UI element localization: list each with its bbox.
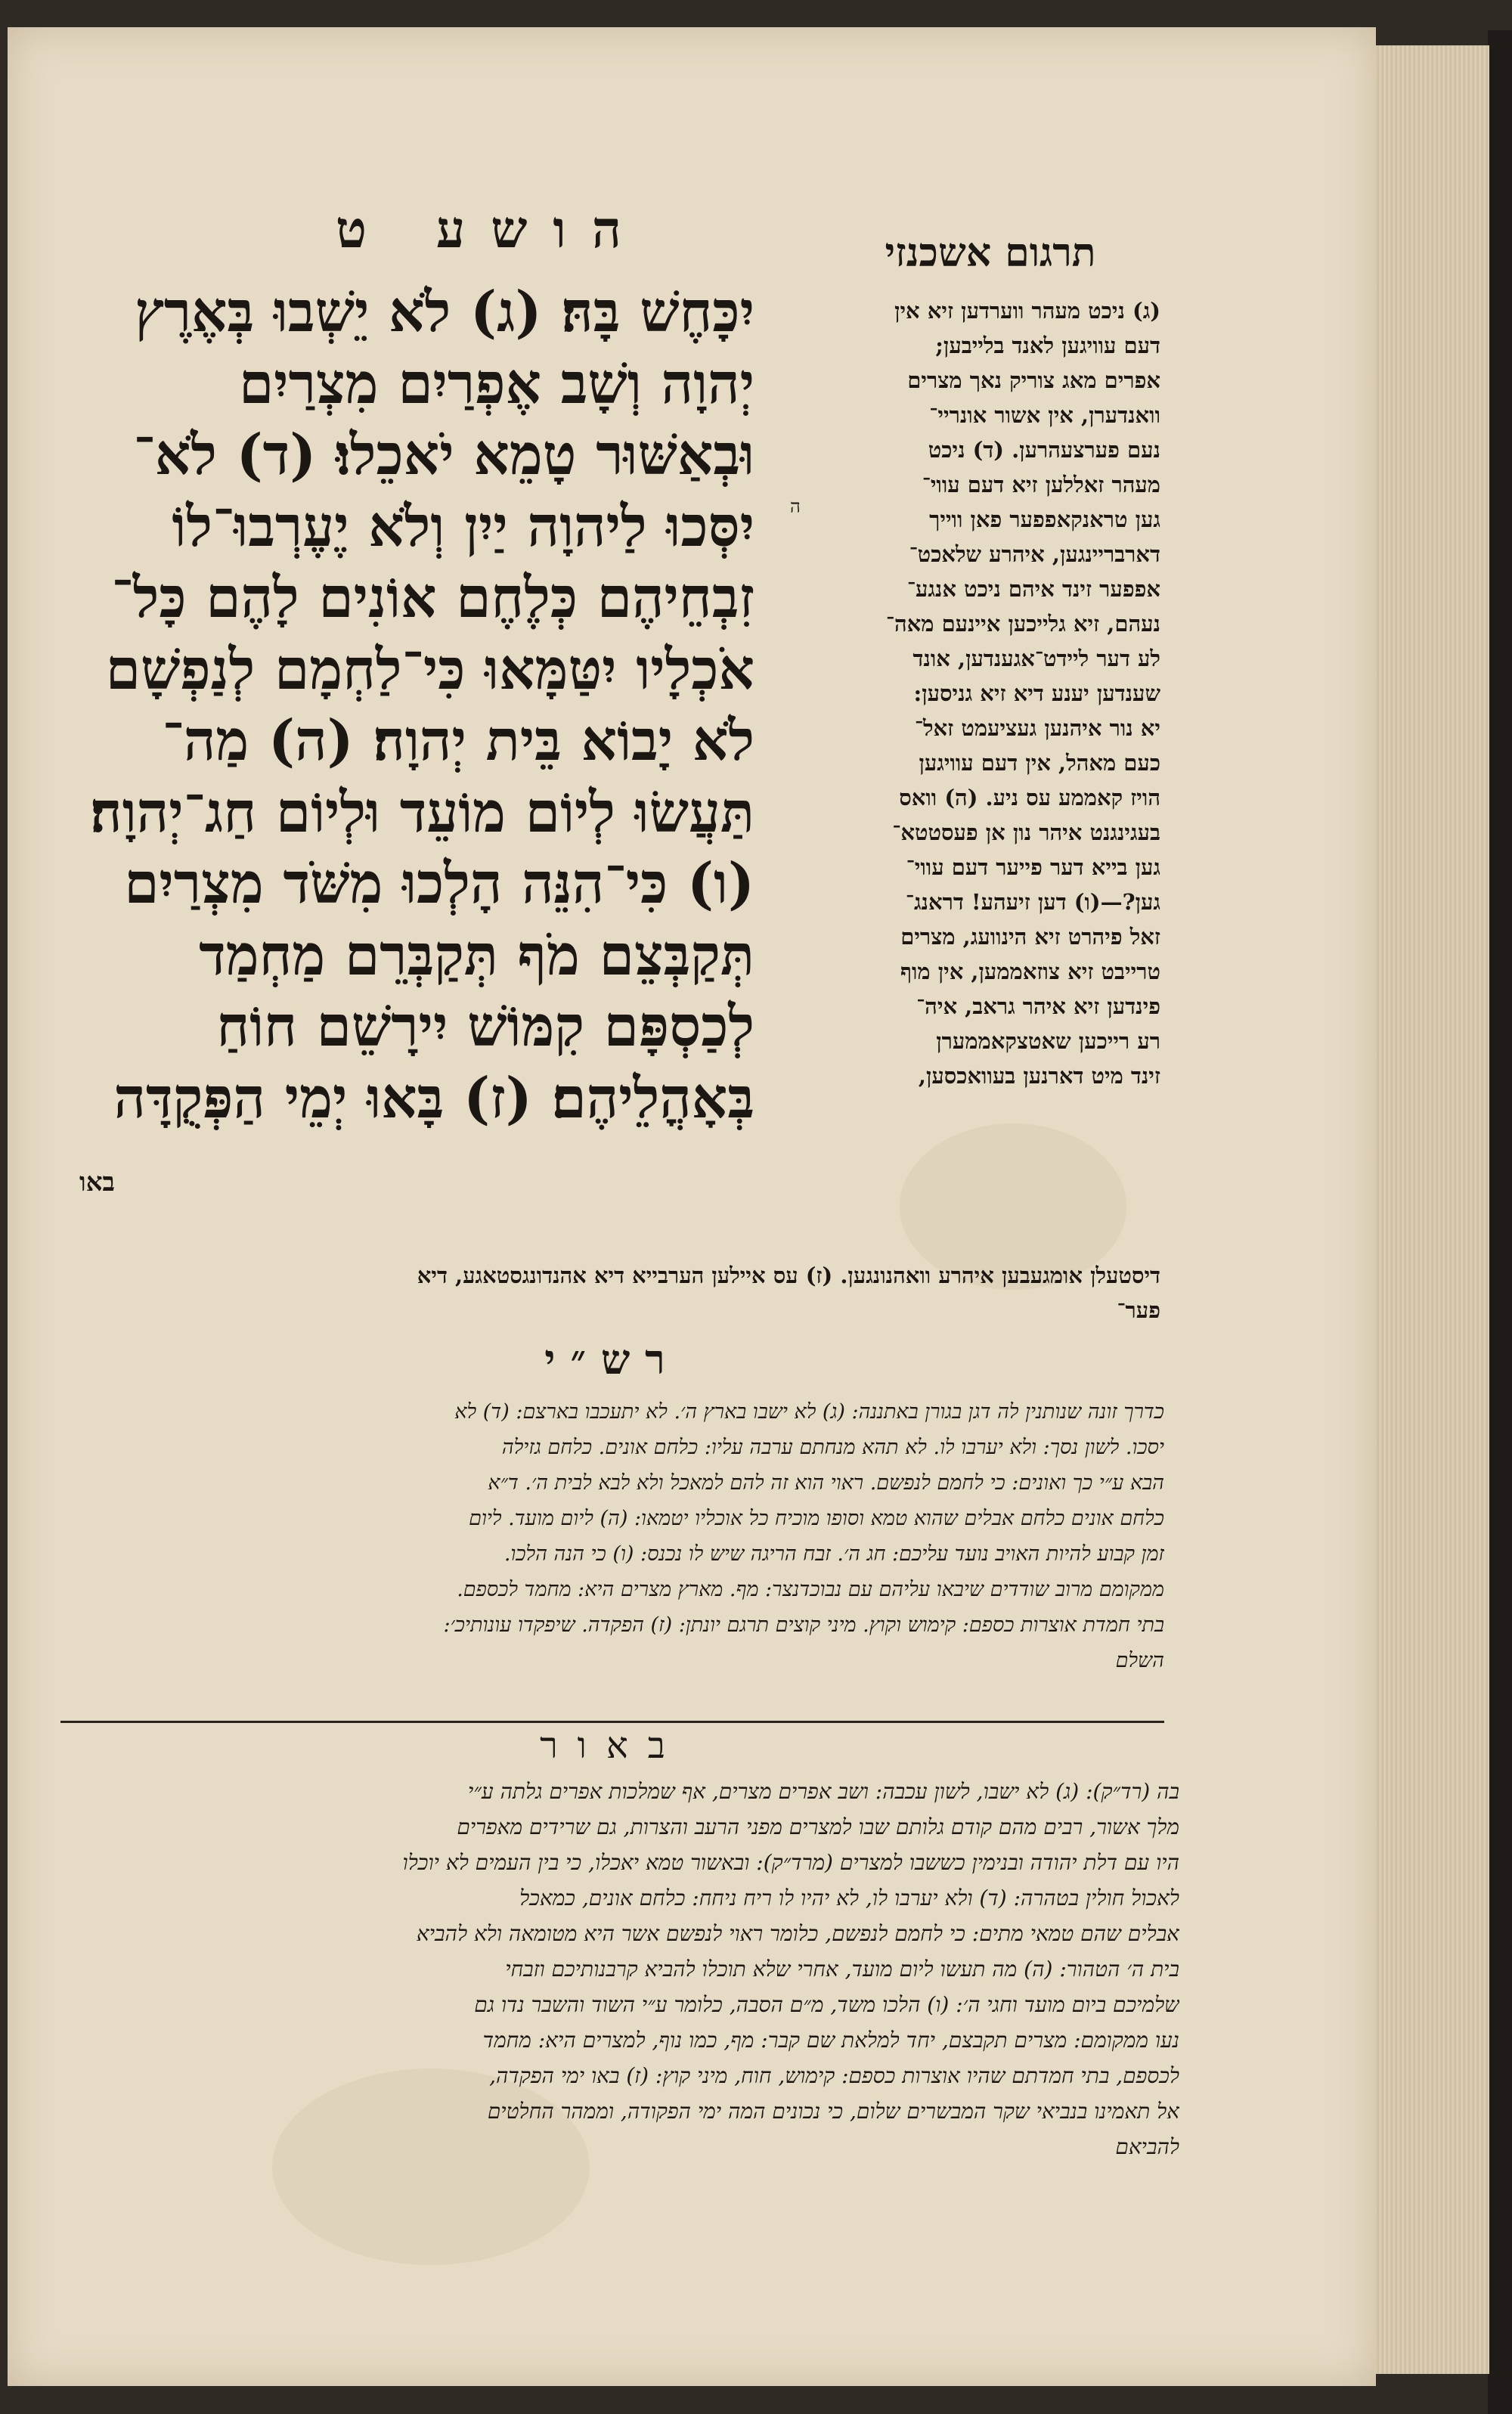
text-line: זאל פיהרט זיא הינוועג, מצרים (900, 924, 1160, 950)
text-line: תַּעֲשׂוּ לְיוֹם מוֹעֵד וּלְיוֹם חַג־יְהוָה׃ (90, 779, 754, 845)
text-line: יְהוָה וְשָׁב אֶפְרַיִם מִצְרַיִם (238, 351, 754, 417)
rashi-heading: רש״י (544, 1335, 680, 1384)
column-title: תרגום אשכנזי (885, 230, 1096, 276)
text-line: גען טראנקאפפער פאן ווייך (929, 507, 1160, 532)
text-line: היו עם דלת יהודה ובנימין כששבו למצרים (מרד״ק): ובאשור טמא יאכלו, כי בין העמים לא יוכלו (402, 1850, 1179, 1875)
text-line: כדרך זונה שנותנין לה דגן בגורן באתננה: (ג) לא ישבו בארץ ה׳. לא יתעכבו בארצם: (ד) לא (454, 1400, 1164, 1424)
text-line: בְּאָהֳלֵיהֶם׃ (ז) בָּאוּ יְמֵי הַפְּקֻדָּה (113, 1065, 754, 1131)
text-line: פער־ (1117, 1297, 1160, 1323)
biur-commentary (91, 1774, 1179, 2165)
text-line: יסכו. לשון נסך: ולא יערבו לו. לא תהא מנחתם ערבה עליו: כלחם אונים. כלחם גזילה (501, 1436, 1164, 1459)
text-line: אֹכְלָיו יִטַּמָּאוּ כִּי־לַחְמָם לְנַפְשָׁם (105, 637, 754, 702)
text-line: שענדען יענע דיא זיא גניסען: (913, 680, 1160, 706)
text-line: אבלים שהם טמאי מתים: כי לחמם לנפשם, כלומר ראוי לנפשם אשר היא מטומאה ולא להביא (416, 1921, 1179, 1946)
text-line: יִכָּחֶשׁ בָּהּ׃ (ג) לֹא יֵשְׁבוּ בְּאֶרֶץ (135, 280, 754, 345)
text-line: טרייבט זיא צוזאממען, אין מוף (900, 959, 1160, 984)
text-line: בתי חמדת אוצרות כספם: קימוש וקוץ. מיני קוצים תרגם יונתן: (ז) הפקדה. שיפקדו עונותיכ׳: (443, 1613, 1164, 1637)
text-line: שלמיכם ביום מועד וחגי ה׳: (ו) הלכו משד, מ״ם הסבה, כלומר ע״י השוד והשבר נדו גם (474, 1992, 1179, 2017)
text-line: להביאם (1115, 2134, 1179, 2159)
margin-note: ה (790, 496, 801, 517)
text-line: זִבְחֵיהֶם כְּלֶחֶם אוֹנִים לָהֶם כָּל־ (111, 566, 754, 631)
text-line: נעם פערצעהרען. (ד) ניכט (928, 437, 1160, 463)
text-line: תְּקַבְּצֵם מֹף תְּקַבְּרֵם מַחְמַד (199, 922, 754, 988)
text-line: דארבריינגען, איהרע שלאכט־ (909, 541, 1160, 567)
text-line: מלך אשור, רבים מהם קודם גלותם שבו למצרים מפני הרעב והצרות, גם שרידים מאפרים (457, 1814, 1179, 1839)
text-line: יִסְּכוּ לַיהוָה יַיִן וְלֹא יֶעֶרְבוּ־לוֹ (172, 494, 754, 559)
text-line: בה (רד״ק): (ג) לא ישבו, לשון עכבה: ושב אפרים מצרים, אף שמלכות אפרים גלתה ע״י (467, 1779, 1179, 1804)
page-title: הושע ט (336, 200, 647, 260)
text-line: אל תאמינו בנביאי שקר המבשרים שלום, כי נכונים המה ימי הפקודה, וממהר החלטים (487, 2099, 1179, 2124)
text-line: נעו ממקומם: מצרים תקבצם, יחד למלאת שם קבר: מף, כמו נוף, למצרים היא: מחמד (482, 2028, 1179, 2053)
text-line: בית ה׳ הטהור: (ה) מה תעשו ליום מועד, אחרי שלא תוכלו להביא קרבנותיכם וזבחי (505, 1957, 1179, 1982)
text-line: זינד מיט דארנען בעוואכסען, (918, 1063, 1160, 1089)
text-line: מעהר זאללען זיא דעם עווי־ (922, 472, 1160, 497)
catchword: באו (79, 1167, 115, 1198)
text-line: כעם מאהל, אין דעם עוויגען (919, 750, 1160, 776)
text-line: ממקומם מרוב שודדים שיבאו עליהם עם נבוכדנצר: מף. מארץ מצרים היא: מחמד לכספם. (457, 1578, 1164, 1601)
text-line: הבא ע״י כך ואונים: כי לחמם לנפשם. ראוי הוא זה להם למאכל ולא לבא לבית ה׳. ד״א (488, 1471, 1164, 1495)
text-line: רע רייכען שאטצקאממערן (936, 1028, 1160, 1054)
translation-column (798, 293, 1160, 1093)
book-page (8, 27, 1376, 2386)
text-line: גען?—(ו) דען זיעהע! דראנג־ (905, 889, 1160, 915)
text-line: (ג) ניכט מעהר ווערדען זיא אין (894, 298, 1160, 324)
text-line: לכספם, בתי חמדתם שהיו אוצרות כספם: קימוש, חוח, מיני קוץ: (ז) באו ימי הפקדה, (489, 2063, 1179, 2088)
text-line: לאכול חולין בטהרה: (ד) ולא יערבו לו, לא יהיו לו ריח ניחח: כלחם אונים, כמאכל (519, 1886, 1179, 1910)
text-line: יא נור איהנען געציעמט זאל־ (914, 715, 1160, 741)
text-line: וּבְאַשּׁוּר טָמֵא יֹאכֵלוּ׃ (ד) לֹא־ (133, 423, 754, 488)
text-line: לְכַסְפָּם קִמּוֹשׁ יִירָשֵׁם חוֹחַ (216, 994, 754, 1059)
book-binding (1488, 30, 1512, 2414)
page-edges (1376, 45, 1489, 2374)
text-line: פינדען זיא איהר גראב, איה־ (916, 993, 1160, 1019)
translation-continuation (57, 1258, 1160, 1328)
text-line: השלם (1115, 1649, 1164, 1672)
text-line: דעם עוויגען לאנד בלייבען; (935, 333, 1160, 358)
section-divider (60, 1721, 1164, 1723)
text-line: אפרים מאג צוריק נאך מצרים (907, 367, 1160, 393)
text-line: נעהם, זיא גלייכען איינעם מאה־ (885, 611, 1160, 637)
text-line: כלחם אונים כלחם אבלים שהוא טמא וסופו מוכיח כל אוכליו יטמאו: (ה) ליום מועד. ליום (469, 1507, 1164, 1530)
text-line: דיסטעלן אומגעבען איהרע וואהנונגען. (ז) עס איילען הערבייא דיא אהנדונגסטאגע, דיא (417, 1263, 1160, 1288)
text-line: בעגינגנט איהר נון אן פעסטטא־ (892, 820, 1160, 845)
main-hebrew-text (74, 277, 754, 1134)
text-line: (ו) כִּי־הִנֵּה הָלְכוּ מִשֹּׁד מִצְרַיִם (124, 851, 754, 916)
text-line: זמן קבוע להיות האויב נועד עליכם: חג ה׳. זבח הריגה שיש לו נכנס: (ו) כי הנה הלכו. (503, 1542, 1164, 1566)
biur-heading: באור (540, 1725, 685, 1767)
text-line: לע דער ליידט־אגענדען, אונד (912, 646, 1160, 671)
text-line: הויז קאממע עס ניע. (ה) וואס (899, 785, 1160, 810)
text-line: לֹא יָבוֹא בֵּית יְהוָה׃ (ה) מַה־ (162, 708, 754, 773)
text-line: וואנדערן, אין אשור אונריי־ (929, 402, 1160, 428)
text-line: אפפער זינד איהם ניכט אנגע־ (906, 576, 1160, 602)
text-line: גען בייא דער פייער דעם עווי־ (906, 854, 1160, 880)
rashi-commentary (57, 1394, 1164, 1678)
